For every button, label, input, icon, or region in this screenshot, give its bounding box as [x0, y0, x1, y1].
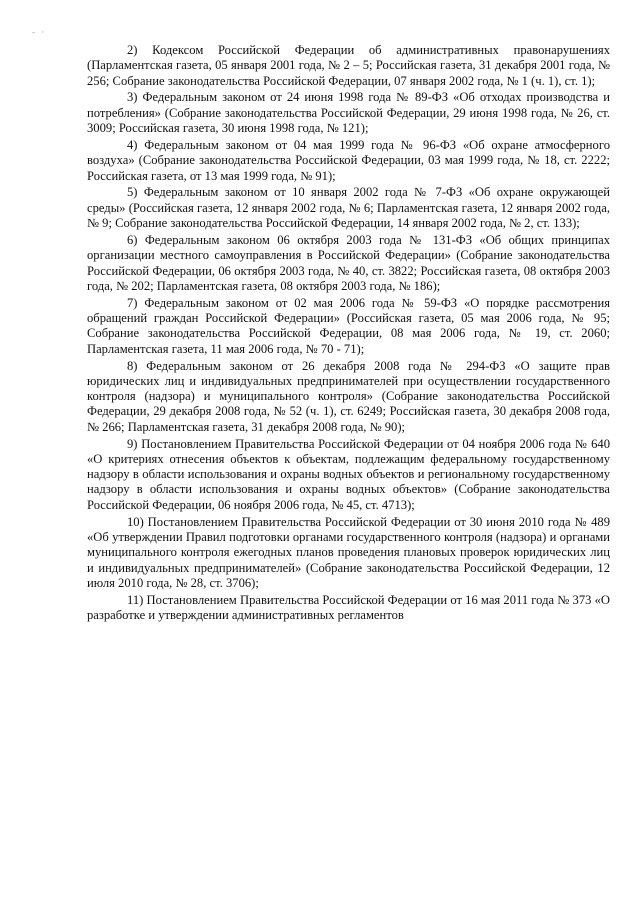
document-body — [87, 43, 610, 625]
list-item-2: 2) Кодексом Российской Федерации об административных правонарушениях (Парламентская газета, 05 января 2001 года, № 2 – 5; Российская газета, 31 декабря 2001 года, № 256; Собрание законодательства Российской Федерации, 07 января 2002 года, № 1 (ч. 1), ст. 1); — [87, 43, 610, 88]
list-item-8: 8) Федеральным законом от 26 декабря 2008 года № 294-ФЗ «О защите прав юридических лиц и индивидуальных предпринимателей при осуществлении государственного контроля (надзора) и муниципального контроля» (Собрание законодательства Российской Федерации, 29 декабря 2008 года, № 52 (ч. 1), ст. 6249; Российская газета, 30 декабря 2008 года, № 266; Парламентская газета, 31 декабря 2008 года, № 90); — [87, 358, 610, 434]
list-item-11: 11) Постановлением Правительства Российской Федерации от 16 мая 2011 года № 373 «О разработке и утверждении административных регламентов — [87, 592, 610, 623]
list-item-7: 7) Федеральным законом от 02 мая 2006 года № 59-ФЗ «О порядке рассмотрения обращений граждан Российской Федерации» (Российская газета, 05 мая 2006 года, № 95; Собрание законодательства Российской Федерации, 08 мая 2006 года, № 19, ст. 2060; Парламентская газета, 11 мая 2006 года, № 70 - 71); — [87, 295, 610, 356]
list-item-6: 6) Федеральным законом 06 октября 2003 года № 131-ФЗ «Об общих принципах организации местного самоуправления в Российской Федерации» (Собрание законодательства Российской Федерации, 06 октября 2003 года, № 40, ст. 3822; Российская газета, 08 октября 2003 года, № 202; Парламентская газета, 08 октября 2003 года, № 186); — [87, 232, 610, 293]
list-item-3: 3) Федеральным законом от 24 июня 1998 года № 89-ФЗ «Об отходах производства и потребления» (Собрание законодательства Российской Федерации, 29 июня 1998 года, № 26, ст. 3009; Российская газета, 30 июня 1998 года, № 121); — [87, 90, 610, 136]
scan-mark: - · — [32, 27, 47, 37]
list-item-4: 4) Федеральным законом от 04 мая 1999 года № 96-ФЗ «Об охране атмосферного воздуха» (Собрание законодательства Российской Федерации, 03 мая 1999 года, № 18, ст. 2222; Российская газета, от 13 мая 1999 года, № 91); — [87, 137, 610, 183]
list-item-5: 5) Федеральным законом от 10 января 2002 года № 7-ФЗ «Об охране окружающей среды» (Российская газета, 12 января 2002 года, № 6; Парламентская газета, 12 января 2002 года, № 9; Собрание законодательства Российской Федерации, 14 января 2002 года, № 2, ст. 133); — [87, 185, 610, 231]
list-item-10: 10) Постановлением Правительства Российской Федерации от 30 июня 2010 года № 489 «Об утверждении Правил подготовки органами государственного контроля (надзора) и органами муниципального контроля ежегодных планов проведения плановых проверок юридических лиц и индивидуальных предпринимателей» (Собрание законодательства Российской Федерации, 12 июля 2010 года, № 28, ст. 3706); — [87, 514, 610, 590]
list-item-9: 9) Постановлением Правительства Российской Федерации от 04 ноября 2006 года № 640 «О критериях отнесения объектов к объектам, подлежащим федеральному государственному надзору в области использования и охраны водных объектов и региональному государственному надзору в области использования и охраны водных объектов» (Собрание законодательства Российской Федерации, 06 ноября 2006 года, № 45, ст. 4713); — [87, 436, 610, 512]
